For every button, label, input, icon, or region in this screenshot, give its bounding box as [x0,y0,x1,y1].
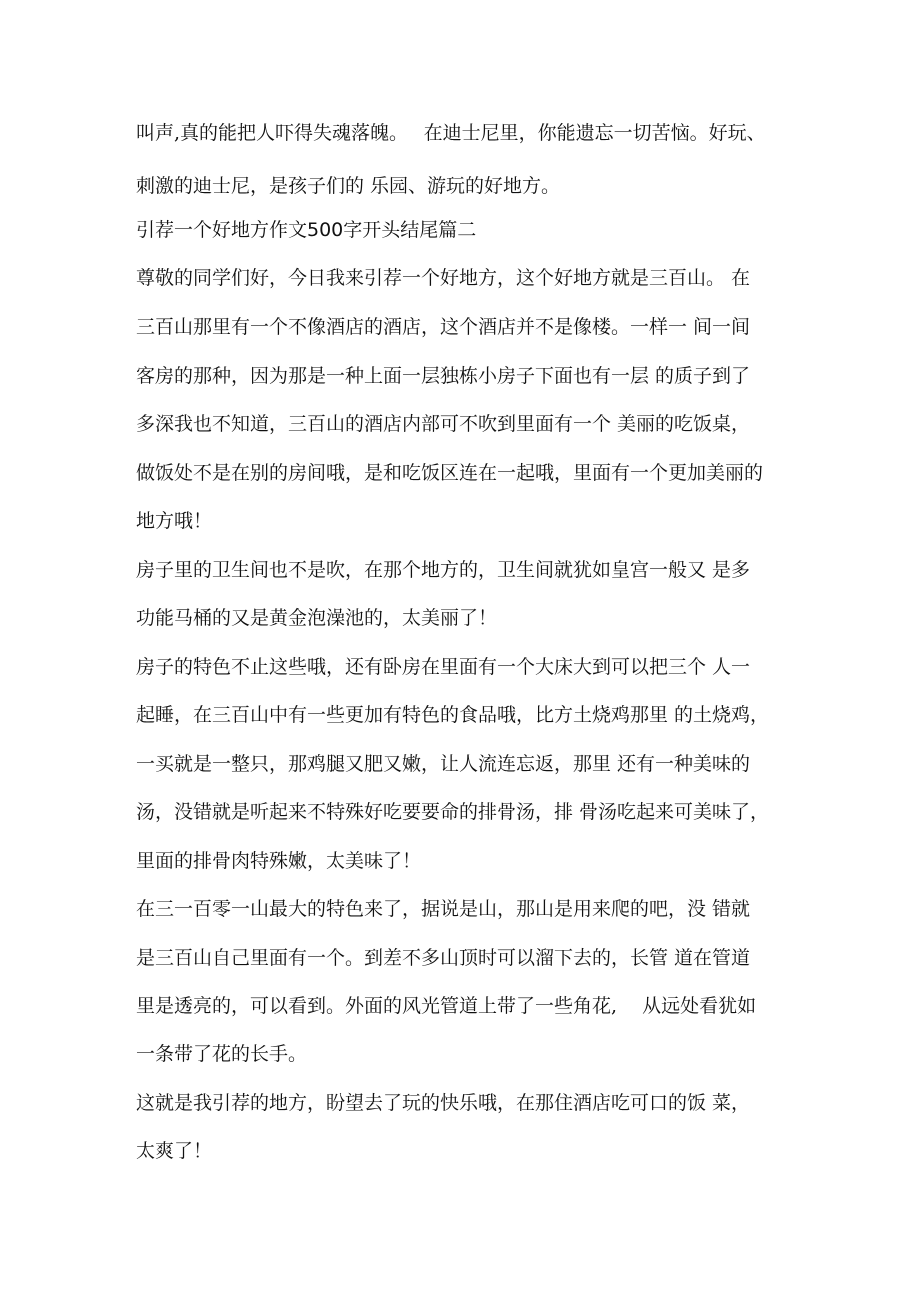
text-line: 客房的那种，因为那是一种上面一层独栋小房子下面也有一层 的质子到了 [136,365,751,387]
section-heading: 引荐一个好地方作文500字开头结尾篇二 [136,219,477,241]
text-line: 房子里的卫生间也不是吹，在那个地方的，卫生间就犹如皇宫一般又 是多 [136,559,751,581]
text-line: 做饭处不是在别的房间哦，是和吃饭区连在一起哦，里面有一个更加美丽的 [136,462,764,484]
text-line: 叫声,真的能把人吓得失魂落魄。 在迪士尼里，你能遗忘一切苦恼。好玩、 [136,122,766,144]
text-line: 在三一百零一山最大的特色来了，据说是山，那山是用来爬的吧，没 错就 [136,898,751,920]
text-line: 汤，没错就是听起来不特殊好吃要要命的排骨汤，排 骨汤吃起来可美味了， [136,801,770,823]
text-line: 房子的特色不止这些哦，还有卧房在里面有一个大床大到可以把三个 人一 [136,656,751,678]
text-line: 尊敬的同学们好，今日我来引荐一个好地方，这个好地方就是三百山。 在 [136,267,751,289]
text-line: 功能马桶的又是黄金泡澡池的，太美丽了！ [136,607,498,629]
text-line: 是三百山自己里面有一个。到差不多山顶时可以溜下去的，长管 道在管道 [136,947,751,969]
text-line: 这就是我引荐的地方，盼望去了玩的快乐哦，在那住酒店吃可口的饭 菜， [136,1092,751,1114]
text-line: 地方哦！ [136,510,213,532]
text-line: 刺激的迪士尼，是孩子们的 乐园、游玩的好地方。 [136,175,561,197]
text-line: 三百山那里有一个不像酒店的酒店，这个酒店并不是像楼。一样一 间一间 [136,316,751,338]
text-line: 一条带了花的长手。 [136,1043,308,1065]
text-line: 里面的排骨肉特殊嫩，太美味了！ [136,850,422,872]
text-line: 一买就是一整只，那鸡腿又肥又嫩，让人流连忘返，那里 还有一种美味的 [136,753,751,775]
text-line: 太爽了！ [136,1140,213,1162]
text-line: 里是透亮的，可以看到。外面的风光管道上带了一些角花, 从远处看犹如 [136,995,757,1017]
text-line: 起睡，在三百山中有一些更加有特色的食品哦，比方土烧鸡那里 的土烧鸡， [136,704,770,726]
text-line: 多深我也不知道，三百山的酒店内部可不吹到里面有一个 美丽的吃饭桌， [136,413,751,435]
